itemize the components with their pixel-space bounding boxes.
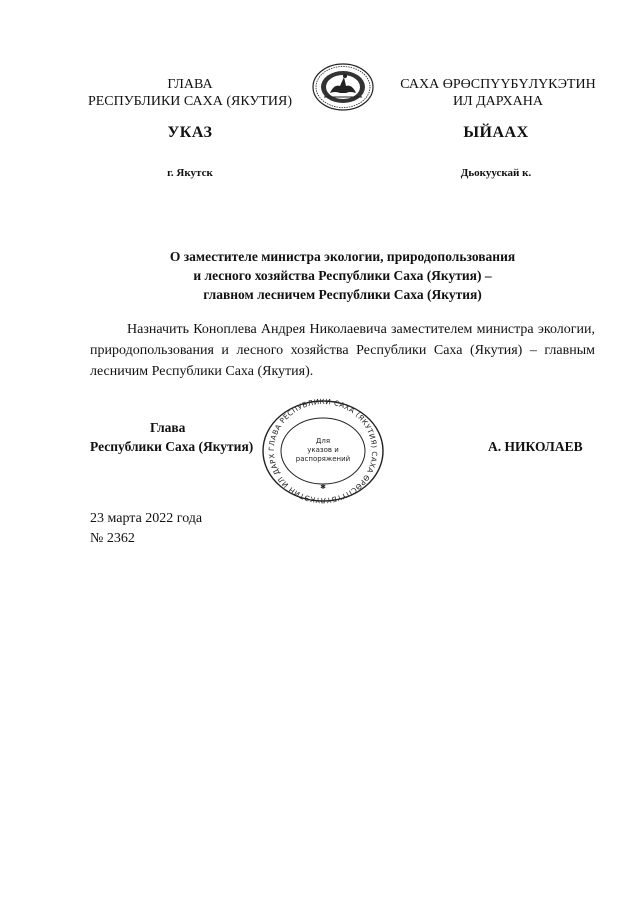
svg-text:✱: ✱ [320,483,326,491]
decree-date: 23 марта 2022 года [90,511,203,526]
decree-number: № 2362 [90,531,135,546]
decree-subject [90,247,595,304]
subject-line3: главном лесничем Республики Саха (Якутия) [203,287,482,302]
header-left [70,76,310,110]
city-left: г. Якутск [167,167,213,179]
header-right [378,76,618,110]
signature-title-line2: Республики Саха (Якутия) [90,439,254,454]
seal-center-line3: распоряжений [295,455,351,463]
signature-title-line1: Глава [150,420,186,435]
subject-line2: и лесного хозяйства Республики Саха (Якутия) – [193,268,492,283]
seal-center-line2: указов и [307,446,339,454]
header-right-line1: САХА ӨРӨСПҮҮБҮЛҮКЭТИН [400,77,596,92]
header-left-line2: РЕСПУБЛИКИ САХА (ЯКУТИЯ) [87,94,293,109]
signature-name: А. НИКОЛАЕВ [488,439,583,454]
official-seal-icon [258,397,388,505]
seal-center-line1: Для [315,437,331,445]
coat-of-arms-icon [310,62,376,112]
city-right: Дьокуускай к. [460,167,532,179]
subject-line1: О заместителе министра экологии, природопользования [169,249,516,264]
header-right-line2: ИЛ ДАРХАНА [452,94,543,109]
seal-ring-text: ГЛАВА РЕСПУБЛИКИ САХА (ЯКУТИЯ) САХА ӨРӨСПҮҮБҮЛҮКЭТИН ИЛ ДАРХ [266,397,380,505]
decree-body: Назначить Коноплева Андрея Николаевича заместителем министра экологии, природопользования и лесного хозяйства Республики Саха (Якутия) – главным лесничим Республики Саха (Якутия). [90,322,595,379]
title-right: ЫЙААХ [463,124,529,141]
header-left-line1: ГЛАВА [167,77,213,92]
title-left: УКАЗ [167,124,213,141]
